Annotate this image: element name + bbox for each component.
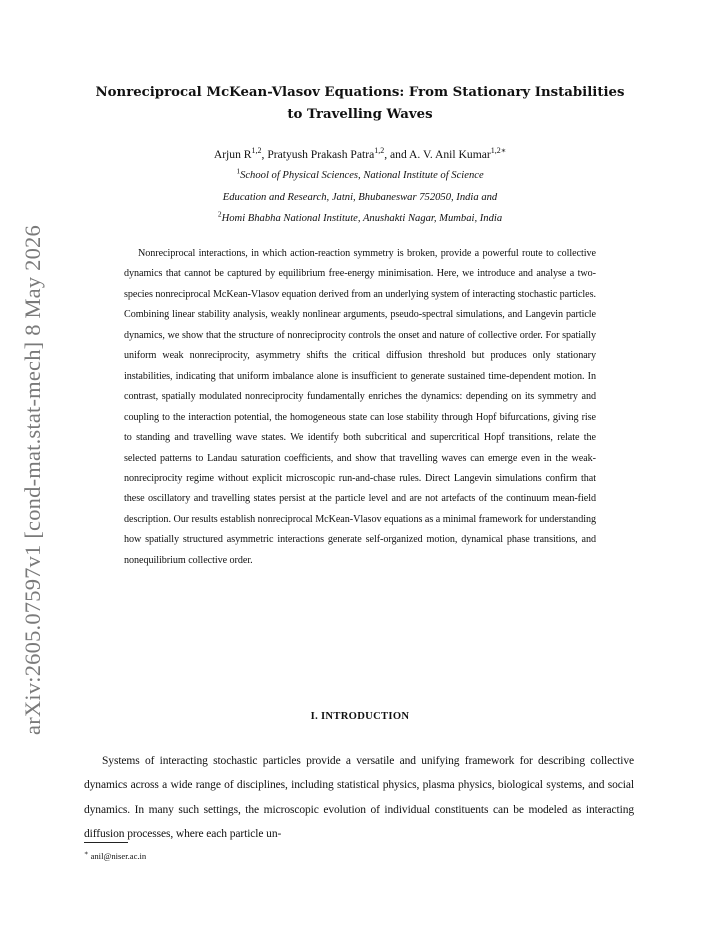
affiliation-1-text-1: School of Physical Sciences, National Institute of Science [240, 170, 484, 181]
arxiv-identifier-text: arXiv:2605.07597v1 [cond-mat.stat-mech] 8 May 2026 [20, 225, 46, 735]
author-2-name: Pratyush Prakash Patra [267, 148, 375, 161]
author-conjunction: , and [384, 148, 410, 161]
affiliation-2-line [60, 210, 660, 228]
affiliation-2-mark: 2 [217, 209, 222, 219]
affiliation-1-line-2: Education and Research, Jatni, Bhubaneswar 752050, India and [222, 192, 498, 203]
footnote-email [84, 849, 146, 861]
affiliation-1-line-1 [60, 167, 660, 185]
author-3-name: A. V. Anil Kumar [409, 148, 491, 161]
footnote-mark: ∗ [84, 850, 89, 857]
paper-title: Nonreciprocal McKean-Vlasov Equations: From Stationary Instabilities to Travelling Waves [95, 85, 625, 122]
arxiv-identifier-stamp [14, 195, 52, 765]
footnote-text: anil@niser.ac.in [88, 850, 147, 861]
author-3-affiliation-mark: 1,2∗ [490, 146, 507, 156]
author-2-affiliation-mark: 1,2 [374, 146, 385, 156]
abstract: Nonreciprocal interactions, in which action-reaction symmetry is broken, provide a powerful route to collective dynamics that cannot be captured by equilibrium free-energy minimisation. Here, we introduce and analyse a two-species nonreciprocal McKean-Vlasov equation derived from an underlying system of interacting stochastic particles. Combining linear stability analysis, weakly nonlinear arguments, pseudo-spectral simulations, and Langevin particle dynamics, we show that the structure of nonreciprocity controls the onset and nature of collective order. For spatially uniform weak nonreciprocity, asymmetry shifts the critical diffusion threshold but produces only stationary instabilities, indicating that uniform imbalance alone is insufficient to generate sustained time-dependent motion. In contrast, spatially modulated nonreciprocity fundamentally enriches the dynamics: depending on its symmetry and coupling to the interaction potential, the homogeneous state can lose stability through Hopf bifurcations, giving rise to standing and travelling wave states. We identify both subcritical and supercritical Hopf transitions, relate the selected patterns to Landau saturation coefficients, and show that travelling waves can emerge even in the weak-nonreciprocity regime without explicit microscopic run-and-chase rules. Direct Langevin simulations confirm that these oscillatory and travelling states persist at the particle level and are not artefacts of the continuum mean-field description. Our results establish nonreciprocal McKean-Vlasov equations as a minimal framework for understanding how spatially structured asymmetric interactions generate self-organized motion, dynamical phase transitions, and nonequilibrium collective order. [124, 248, 596, 566]
affiliation-1-mark: 1 [236, 166, 241, 176]
affiliation-2-text: Homi Bhabha National Institute, Anushakti Nagar, Mumbai, India [221, 213, 503, 224]
author-1-affiliation-mark: 1,2 [251, 146, 262, 156]
section-heading-introduction: I. INTRODUCTION [310, 711, 410, 722]
author-1-name: Arjun R [213, 148, 252, 161]
intro-paragraph: Systems of interacting stochastic particles provide a versatile and unifying framework for describing collective dynamics across a wide range of disciplines, including statistical physics, plasma physics, biological systems, and social dynamics. In many such settings, the microscopic evolution of individual constituents can be modeled as interacting diffusion processes, where each particle un- [84, 755, 634, 841]
footnote-divider [84, 842, 128, 843]
author-list: Arjun R$^{1,2}$, Pratyush Prakash Patra$^{1,2}$, and A. V. Anil Kumar$^{1,2∗}$ [213, 146, 507, 161]
